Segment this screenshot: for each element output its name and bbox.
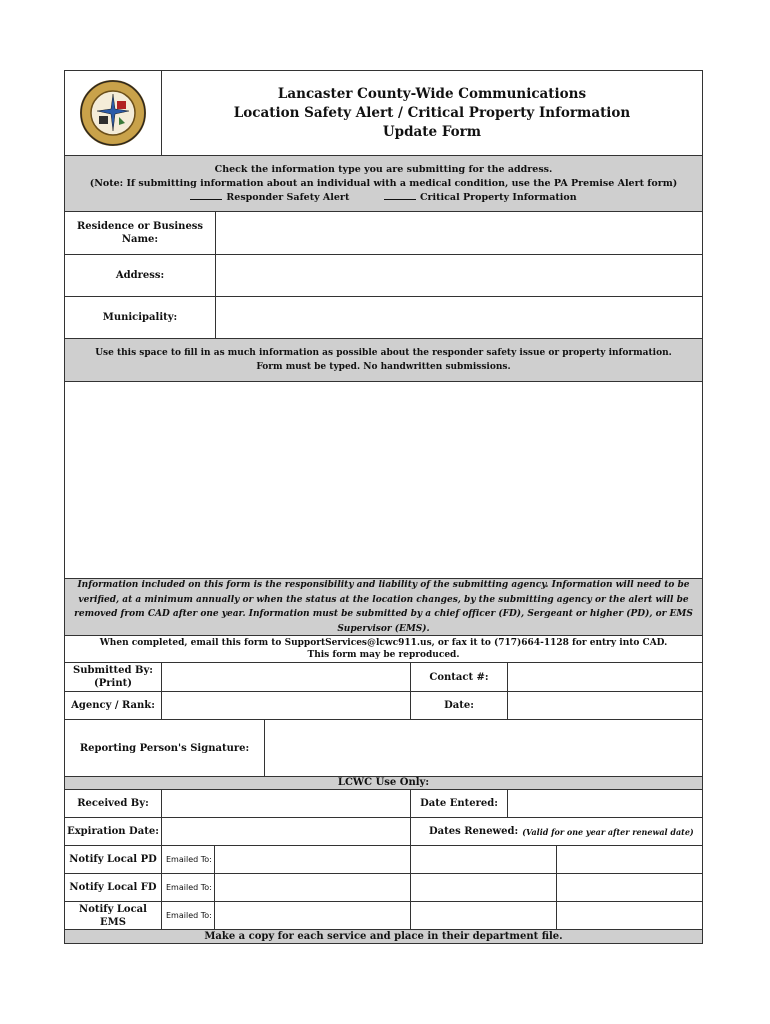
notify-ems-extra-2[interactable]	[557, 902, 702, 929]
agency-label: Agency / Rank:	[65, 692, 162, 719]
received-by-label: Received By:	[65, 790, 162, 817]
title-line-2: Location Safety Alert / Critical Property Information	[233, 104, 631, 121]
submitted-by-label: Submitted By: (Print)	[65, 663, 162, 691]
signature-input[interactable]	[265, 720, 702, 776]
notify-pd-extra-2[interactable]	[557, 846, 702, 873]
info-type-line-2: (Note: If submitting information about an individual with a medical condition, use the PA Premise Alert form)	[89, 177, 678, 189]
received-by-input[interactable]	[162, 790, 411, 817]
dates-renewed-label: Dates Renewed:	[429, 826, 519, 837]
notify-ems-label: Notify Local EMS	[65, 902, 162, 929]
seal-cell	[65, 71, 162, 155]
date-entered-input[interactable]	[508, 790, 702, 817]
footer-text: Make a copy for each service and place in their department file.	[204, 930, 563, 942]
submit-note-line-1: When completed, email this form to SupportServices@lcwc911.us, or fax it to (717)664-1128 for entry into CAD.	[99, 638, 668, 648]
form-header	[64, 70, 703, 156]
municipality-label: Municipality:	[65, 297, 216, 338]
residence-row	[64, 212, 703, 255]
agency-input[interactable]	[162, 692, 411, 719]
date-entered-label: Date Entered:	[411, 790, 508, 817]
disclaimer-text: Information included on this form is the responsibility and liability of the submitting agency. Information will need to be verified, at a minimum annually or when the status at the location changes, by the submitting agency or the alert will be removed from CAD after one year. Information must be submitted by a chief officer (FD), Sergeant or higher (PD), or EMS Supervisor (EMS).	[74, 580, 693, 634]
address-row	[64, 255, 703, 297]
info-type-cell	[65, 156, 702, 211]
responder-safety-checkbox-line[interactable]	[190, 191, 222, 200]
agency-row	[64, 692, 703, 720]
date-input[interactable]	[508, 692, 702, 719]
expiration-input[interactable]	[162, 818, 411, 845]
instructions-cell	[65, 339, 702, 381]
disclaimer-section	[64, 579, 703, 636]
received-row	[64, 790, 703, 818]
address-input[interactable]	[216, 255, 702, 296]
instructions-line-1: Use this space to fill in as much information as possible about the responder safety issue or property information.	[95, 348, 672, 358]
update-form	[64, 70, 703, 944]
notify-fd-label: Notify Local FD	[65, 874, 162, 901]
contact-input[interactable]	[508, 663, 702, 691]
details-textarea[interactable]	[64, 382, 703, 579]
submit-note-line-2: This form may be reproduced.	[307, 650, 460, 660]
notify-ems-emailed-label: Emailed To:	[162, 902, 215, 929]
notify-pd-label: Notify Local PD	[65, 846, 162, 873]
signature-label: Reporting Person's Signature:	[65, 720, 265, 776]
responder-safety-option[interactable]: Responder Safety Alert	[226, 191, 350, 203]
notify-pd-extra-1[interactable]	[411, 846, 557, 873]
residence-input[interactable]	[216, 212, 702, 254]
info-type-options	[190, 191, 576, 205]
signature-row	[64, 720, 703, 777]
dates-renewed-note: (Valid for one year after renewal date)	[522, 826, 694, 837]
submit-note-cell	[65, 636, 702, 662]
info-type-line-1: Check the information type you are submitting for the address.	[214, 163, 553, 175]
notify-fd-email-input[interactable]	[215, 874, 411, 901]
expiration-row	[64, 818, 703, 846]
dates-renewed-cell[interactable]	[411, 818, 702, 845]
notify-ems-email-input[interactable]	[215, 902, 411, 929]
notify-pd-emailed-label: Emailed To:	[162, 846, 215, 873]
title-line-3: Update Form	[382, 123, 482, 140]
municipality-input[interactable]	[216, 297, 702, 338]
address-label: Address:	[65, 255, 216, 296]
submitted-by-input[interactable]	[162, 663, 411, 691]
lcwc-header-label: LCWC Use Only:	[337, 777, 430, 788]
municipality-row	[64, 297, 703, 339]
submitted-by-row	[64, 663, 703, 692]
title-block	[162, 71, 702, 155]
critical-property-option[interactable]: Critical Property Information	[419, 191, 577, 203]
instructions-section	[64, 339, 703, 382]
notify-pd-email-input[interactable]	[215, 846, 411, 873]
notify-fd-row	[64, 874, 703, 902]
notify-fd-extra-2[interactable]	[557, 874, 702, 901]
notify-ems-row	[64, 902, 703, 930]
footer-section	[64, 930, 703, 944]
contact-label: Contact #:	[411, 663, 508, 691]
lcwc-header	[64, 777, 703, 790]
date-label: Date:	[411, 692, 508, 719]
info-type-section	[64, 156, 703, 212]
notify-fd-extra-1[interactable]	[411, 874, 557, 901]
residence-label: Residence or Business Name:	[65, 212, 216, 254]
title-line-1: Lancaster County-Wide Communications	[277, 85, 587, 102]
notify-pd-row	[64, 846, 703, 874]
expiration-label: Expiration Date:	[65, 818, 162, 845]
submit-note-section	[64, 636, 703, 663]
lcwc-seal-logo	[79, 79, 147, 147]
notify-fd-emailed-label: Emailed To:	[162, 874, 215, 901]
instructions-line-2: Form must be typed. No handwritten submissions.	[256, 362, 511, 372]
notify-ems-extra-1[interactable]	[411, 902, 557, 929]
critical-property-checkbox-line[interactable]	[384, 191, 416, 200]
